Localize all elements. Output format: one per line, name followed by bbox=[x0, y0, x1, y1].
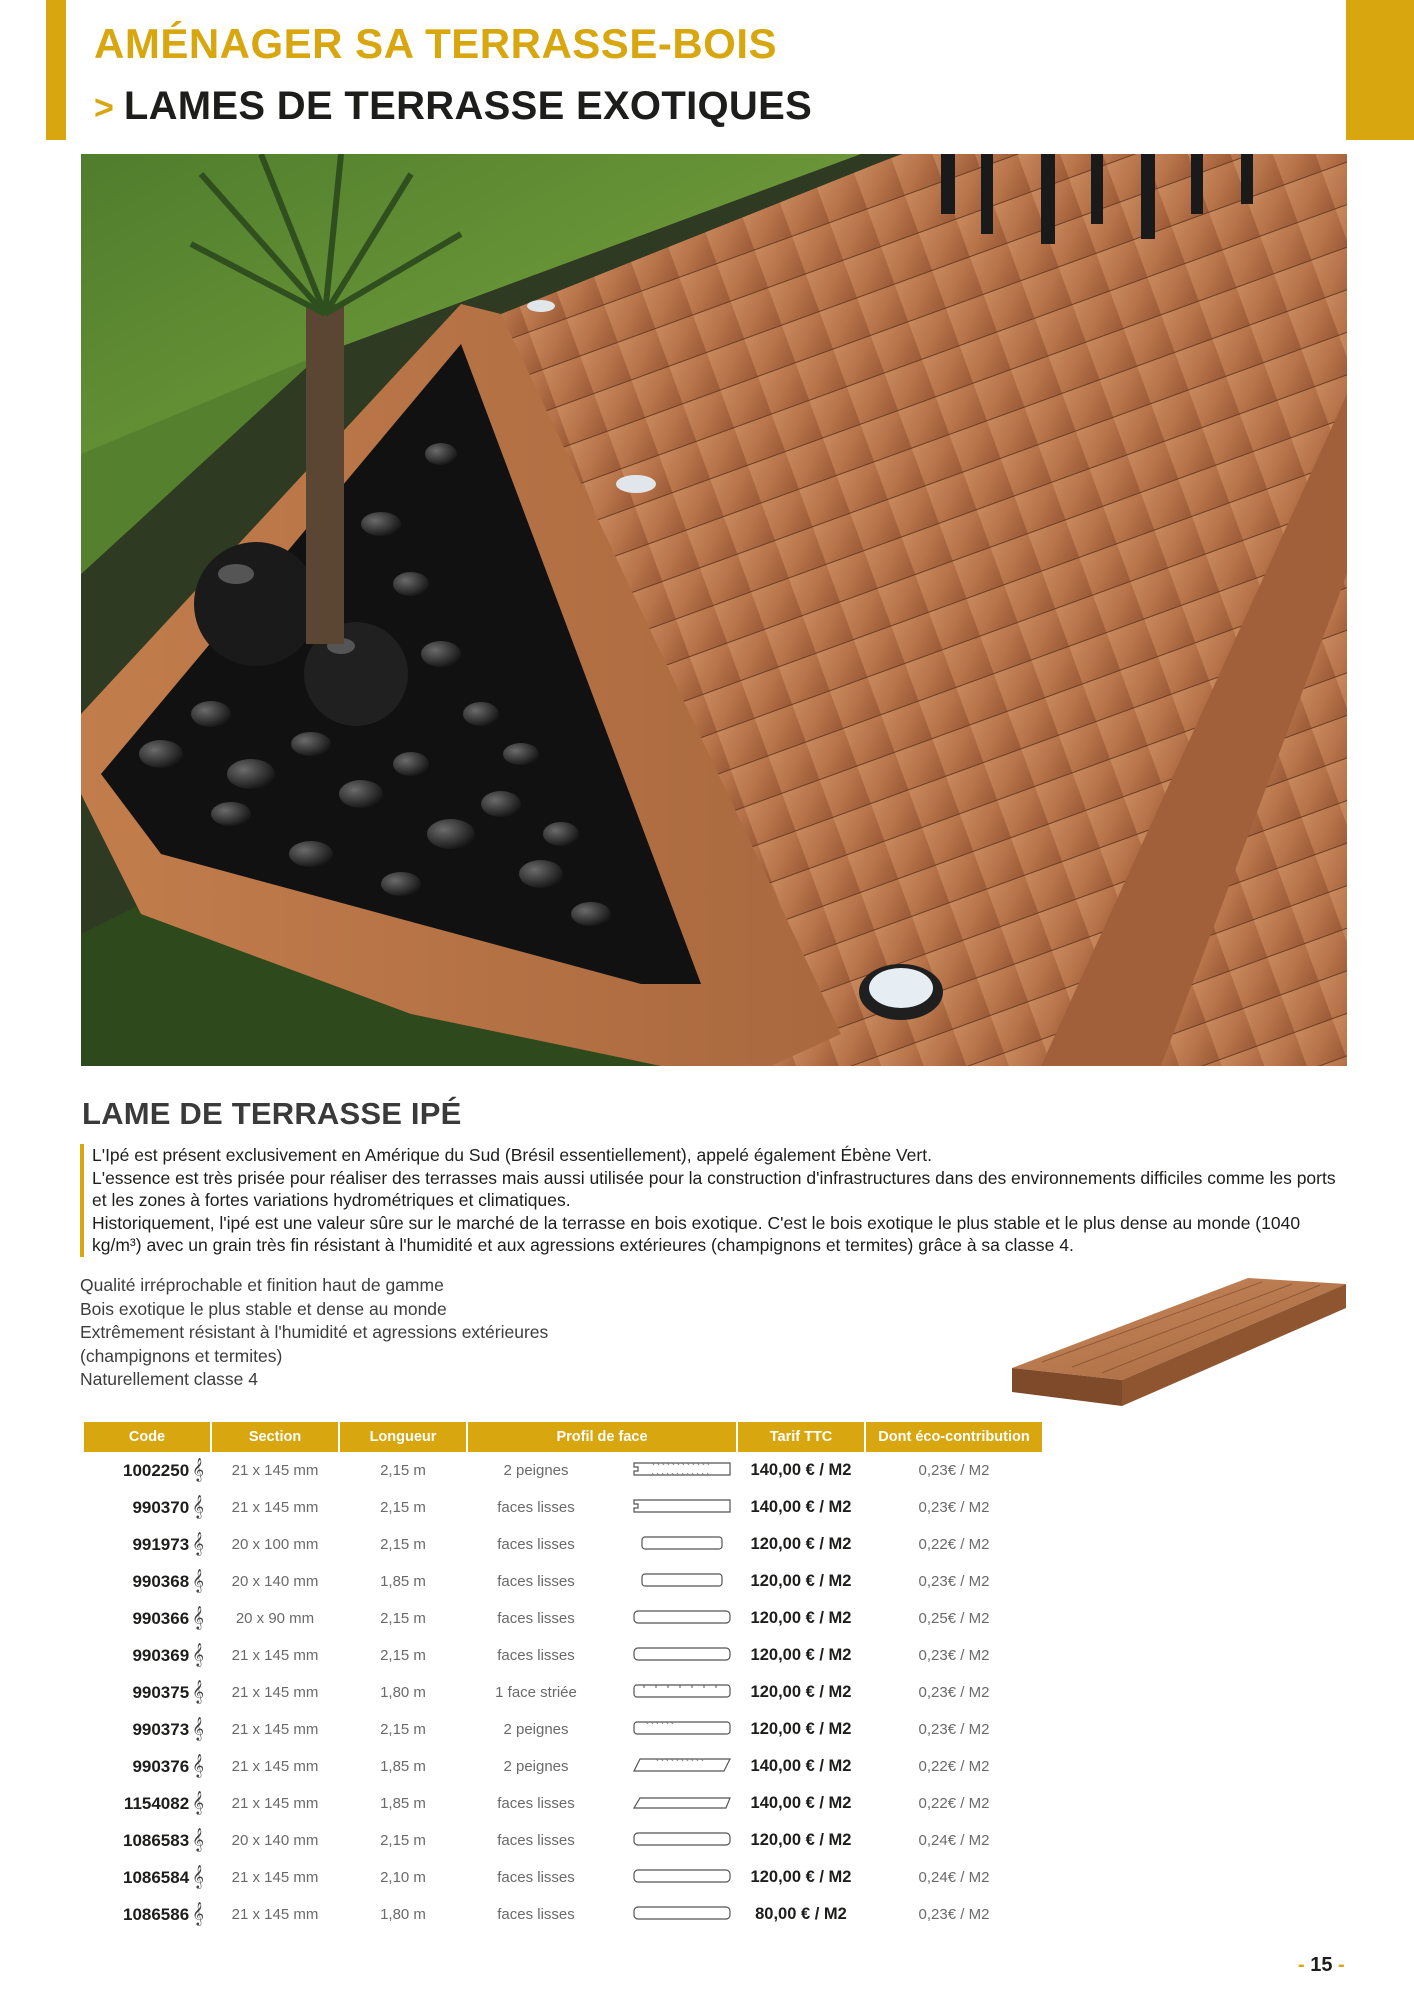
cell-code bbox=[84, 1859, 210, 1896]
page-title: AMÉNAGER SA TERRASSE-BOIS bbox=[94, 20, 778, 67]
cell-length: 1,85 m bbox=[380, 1758, 426, 1775]
cell-length: 1,80 m bbox=[380, 1684, 426, 1701]
treble-clef-icon: 𝄞 bbox=[192, 1903, 204, 1925]
cell-length: 2,15 m bbox=[380, 1832, 426, 1849]
cell-profile bbox=[468, 1563, 736, 1600]
profile-section-icon bbox=[632, 1682, 732, 1704]
profile-section-icon bbox=[632, 1497, 732, 1519]
cell-eco: 0,23€ / M2 bbox=[918, 1684, 990, 1701]
cell-price: 80,00 € / M2 bbox=[755, 1905, 847, 1923]
treble-clef-icon: 𝄞 bbox=[192, 1607, 204, 1629]
cell-profile bbox=[468, 1489, 736, 1526]
treble-clef-icon: 𝄞 bbox=[192, 1644, 204, 1666]
cell-length: 1,85 m bbox=[380, 1573, 426, 1590]
cell-eco: 0,23€ / M2 bbox=[918, 1462, 990, 1479]
feature-item: Extrêmement résistant à l'humidité et agressions extérieures bbox=[80, 1322, 549, 1342]
cell-length: 2,15 m bbox=[380, 1499, 426, 1516]
page-subtitle-text: LAMES DE TERRASSE EXOTIQUES bbox=[123, 84, 813, 128]
cell-price: 120,00 € / M2 bbox=[750, 1646, 852, 1664]
cell-section: 20 x 140 mm bbox=[231, 1832, 319, 1849]
table-row bbox=[84, 1748, 1042, 1785]
cell-eco: 0,23€ / M2 bbox=[918, 1721, 990, 1738]
cell-code bbox=[84, 1637, 210, 1674]
cell-profile bbox=[468, 1748, 736, 1785]
cell-section: 21 x 145 mm bbox=[231, 1684, 319, 1701]
cell-price: 120,00 € / M2 bbox=[750, 1683, 852, 1701]
table-row bbox=[84, 1526, 1042, 1563]
cell-price: 140,00 € / M2 bbox=[750, 1794, 852, 1812]
photo-terrace bbox=[81, 154, 1347, 1066]
product-code: 1086584 bbox=[122, 1868, 190, 1887]
cell-profile bbox=[468, 1896, 736, 1933]
cell-code bbox=[84, 1452, 210, 1489]
column-header-code: Code bbox=[84, 1422, 210, 1452]
table-header-row bbox=[84, 1422, 1042, 1452]
cell-length: 2,15 m bbox=[380, 1610, 426, 1627]
cell-price: 120,00 € / M2 bbox=[750, 1868, 852, 1886]
treble-clef-icon: 𝄞 bbox=[192, 1681, 204, 1703]
profile-section-icon bbox=[632, 1460, 732, 1482]
cell-section: 21 x 145 mm bbox=[231, 1721, 319, 1738]
product-code: 1086586 bbox=[122, 1905, 190, 1924]
product-code: 1002250 bbox=[122, 1461, 190, 1480]
column-header-price: Tarif TTC bbox=[738, 1422, 864, 1452]
profile-label: faces lisses bbox=[497, 1869, 575, 1886]
cell-profile bbox=[468, 1526, 736, 1563]
cell-section: 21 x 145 mm bbox=[231, 1869, 319, 1886]
cell-section: 20 x 140 mm bbox=[231, 1573, 319, 1590]
profile-label: 1 face striée bbox=[495, 1684, 577, 1701]
feature-item: (champignons et termites) bbox=[80, 1345, 283, 1366]
cell-length: 2,15 m bbox=[380, 1536, 426, 1553]
table-row bbox=[84, 1859, 1042, 1896]
cell-code bbox=[84, 1600, 210, 1637]
terrace-photo bbox=[81, 154, 1347, 1066]
cell-code bbox=[84, 1748, 210, 1785]
page-subtitle bbox=[94, 84, 812, 129]
cell-length: 2,15 m bbox=[380, 1721, 426, 1738]
cell-eco: 0,22€ / M2 bbox=[918, 1795, 990, 1812]
profile-section-icon bbox=[632, 1793, 732, 1815]
table-row bbox=[84, 1822, 1042, 1859]
table-row bbox=[84, 1600, 1042, 1637]
cell-eco: 0,23€ / M2 bbox=[918, 1499, 990, 1516]
section-title: LAME DE TERRASSE IPÉ bbox=[82, 1096, 462, 1131]
page-dash: - bbox=[1338, 1954, 1345, 1976]
cell-profile bbox=[468, 1785, 736, 1822]
profile-label: faces lisses bbox=[497, 1832, 575, 1849]
feature-item: Bois exotique le plus stable et dense au monde bbox=[80, 1298, 447, 1319]
table-row bbox=[84, 1637, 1042, 1674]
treble-clef-icon: 𝄞 bbox=[192, 1829, 204, 1851]
accent-bar-right bbox=[1346, 0, 1414, 140]
product-code: 1086583 bbox=[122, 1831, 190, 1850]
treble-clef-icon: 𝄞 bbox=[192, 1718, 204, 1740]
feature-list bbox=[80, 1274, 548, 1392]
cell-eco: 0,23€ / M2 bbox=[918, 1906, 990, 1923]
table-row bbox=[84, 1563, 1042, 1600]
feature-item: Naturellement classe 4 bbox=[80, 1369, 258, 1389]
treble-clef-icon: 𝄞 bbox=[192, 1459, 204, 1481]
cell-profile bbox=[468, 1822, 736, 1859]
profile-label: faces lisses bbox=[497, 1906, 575, 1923]
cell-profile bbox=[468, 1711, 736, 1748]
page-number bbox=[1298, 1954, 1345, 1977]
cell-code bbox=[84, 1563, 210, 1600]
cell-profile bbox=[468, 1859, 736, 1896]
profile-label: faces lisses bbox=[497, 1536, 575, 1553]
treble-clef-icon: 𝄞 bbox=[192, 1533, 204, 1555]
product-code: 1154082 bbox=[123, 1794, 190, 1813]
treble-clef-icon: 𝄞 bbox=[192, 1866, 204, 1888]
cell-code bbox=[84, 1674, 210, 1711]
cell-length: 2,15 m bbox=[380, 1647, 426, 1664]
profile-section-icon bbox=[632, 1867, 732, 1889]
cell-price: 120,00 € / M2 bbox=[750, 1720, 852, 1738]
cell-eco: 0,24€ / M2 bbox=[918, 1869, 990, 1886]
cell-eco: 0,24€ / M2 bbox=[918, 1832, 990, 1849]
column-header-profile: Profil de face bbox=[468, 1422, 736, 1452]
cell-profile bbox=[468, 1674, 736, 1711]
profile-section-icon bbox=[632, 1719, 732, 1741]
cell-section: 21 x 145 mm bbox=[231, 1647, 319, 1664]
cell-price: 120,00 € / M2 bbox=[750, 1572, 852, 1590]
description-paragraph: Historiquement, l'ipé est une valeur sûre sur le marché de la terrasse en bois exotique. C'est le bois exotique le plus stable et le plus dense au monde (1040 kg/m³) avec un grain très fin résistant à l'humidité et aux agressions extérieures (champignons et termites) grâce à sa classe 4. bbox=[92, 1212, 1301, 1255]
product-code: 990366 bbox=[132, 1609, 190, 1628]
profile-label: faces lisses bbox=[497, 1647, 575, 1664]
column-header-eco: Dont éco-contribution bbox=[866, 1422, 1042, 1452]
profile-section-icon bbox=[632, 1756, 732, 1778]
chevron-right-icon: > bbox=[94, 89, 114, 127]
profile-label: faces lisses bbox=[497, 1499, 575, 1516]
cell-section: 20 x 90 mm bbox=[235, 1610, 315, 1627]
product-code: 990370 bbox=[132, 1498, 190, 1517]
cell-profile bbox=[468, 1600, 736, 1637]
table-row bbox=[84, 1896, 1042, 1933]
cell-profile bbox=[468, 1637, 736, 1674]
cell-code bbox=[84, 1526, 210, 1563]
profile-section-icon bbox=[632, 1608, 732, 1630]
column-header-section: Section bbox=[212, 1422, 338, 1452]
cell-eco: 0,22€ / M2 bbox=[918, 1758, 990, 1775]
plank-illustration bbox=[1012, 1270, 1348, 1415]
cell-length: 2,15 m bbox=[380, 1462, 426, 1479]
cell-price: 120,00 € / M2 bbox=[750, 1831, 852, 1849]
product-code: 990369 bbox=[132, 1646, 190, 1665]
description-block bbox=[80, 1144, 1348, 1257]
treble-clef-icon: 𝄞 bbox=[192, 1496, 204, 1518]
cell-section: 21 x 145 mm bbox=[231, 1462, 319, 1479]
cell-code bbox=[84, 1489, 210, 1526]
cell-section: 21 x 145 mm bbox=[231, 1906, 319, 1923]
description-paragraph: L'essence est très prisée pour réaliser des terrasses mais aussi utilisée pour la construction d'infrastructures dans des environnements difficiles comme les ports et les zones à fortes variations hydrométriques et climatiques. bbox=[92, 1167, 1336, 1210]
table-row bbox=[84, 1489, 1042, 1526]
cell-eco: 0,23€ / M2 bbox=[918, 1573, 990, 1590]
profile-label: faces lisses bbox=[497, 1795, 575, 1812]
product-code: 991973 bbox=[132, 1535, 190, 1554]
profile-label: 2 peignes bbox=[503, 1721, 569, 1738]
cell-code bbox=[84, 1896, 210, 1933]
page-dash: - bbox=[1298, 1954, 1305, 1976]
cell-price: 120,00 € / M2 bbox=[750, 1535, 852, 1553]
cell-price: 140,00 € / M2 bbox=[750, 1461, 852, 1479]
cell-length: 2,10 m bbox=[380, 1869, 426, 1886]
cell-length: 1,85 m bbox=[380, 1795, 426, 1812]
accent-bar-left bbox=[46, 0, 66, 140]
cell-eco: 0,25€ / M2 bbox=[918, 1610, 990, 1627]
column-header-length: Longueur bbox=[340, 1422, 466, 1452]
feature-item: Qualité irréprochable et finition haut de gamme bbox=[80, 1275, 444, 1295]
table-row bbox=[84, 1452, 1042, 1489]
page-number-value: 15 bbox=[1310, 1954, 1333, 1976]
product-code: 990368 bbox=[132, 1572, 190, 1591]
profile-section-icon bbox=[632, 1904, 732, 1926]
profile-section-icon bbox=[632, 1571, 732, 1593]
profile-section-icon bbox=[632, 1645, 732, 1667]
cell-code bbox=[84, 1785, 210, 1822]
cell-section: 21 x 145 mm bbox=[231, 1758, 319, 1775]
treble-clef-icon: 𝄞 bbox=[192, 1792, 204, 1814]
treble-clef-icon: 𝄞 bbox=[192, 1570, 204, 1592]
profile-label: 2 peignes bbox=[503, 1758, 569, 1775]
cell-eco: 0,22€ / M2 bbox=[918, 1536, 990, 1553]
cell-section: 20 x 100 mm bbox=[231, 1536, 319, 1553]
profile-label: faces lisses bbox=[497, 1573, 575, 1590]
cell-eco: 0,23€ / M2 bbox=[918, 1647, 990, 1664]
cell-profile bbox=[468, 1452, 736, 1489]
cell-code bbox=[84, 1711, 210, 1748]
cell-length: 1,80 m bbox=[380, 1906, 426, 1923]
profile-section-icon bbox=[632, 1534, 732, 1556]
treble-clef-icon: 𝄞 bbox=[192, 1755, 204, 1777]
profile-label: faces lisses bbox=[497, 1610, 575, 1627]
table-row bbox=[84, 1674, 1042, 1711]
cell-section: 21 x 145 mm bbox=[231, 1499, 319, 1516]
cell-price: 120,00 € / M2 bbox=[750, 1609, 852, 1627]
product-code: 990373 bbox=[132, 1720, 190, 1739]
product-code: 990376 bbox=[132, 1757, 190, 1776]
description-paragraph: L'Ipé est présent exclusivement en Amérique du Sud (Brésil essentiellement), appelé également Ébène Vert. bbox=[92, 1145, 932, 1165]
cell-code bbox=[84, 1822, 210, 1859]
cell-price: 140,00 € / M2 bbox=[750, 1757, 852, 1775]
table-row bbox=[84, 1785, 1042, 1822]
product-table bbox=[82, 1422, 1044, 1933]
table-row bbox=[84, 1711, 1042, 1748]
cell-price: 140,00 € / M2 bbox=[750, 1498, 852, 1516]
profile-label: 2 peignes bbox=[503, 1462, 569, 1479]
product-code: 990375 bbox=[132, 1683, 190, 1702]
cell-section: 21 x 145 mm bbox=[231, 1795, 319, 1812]
profile-section-icon bbox=[632, 1830, 732, 1852]
